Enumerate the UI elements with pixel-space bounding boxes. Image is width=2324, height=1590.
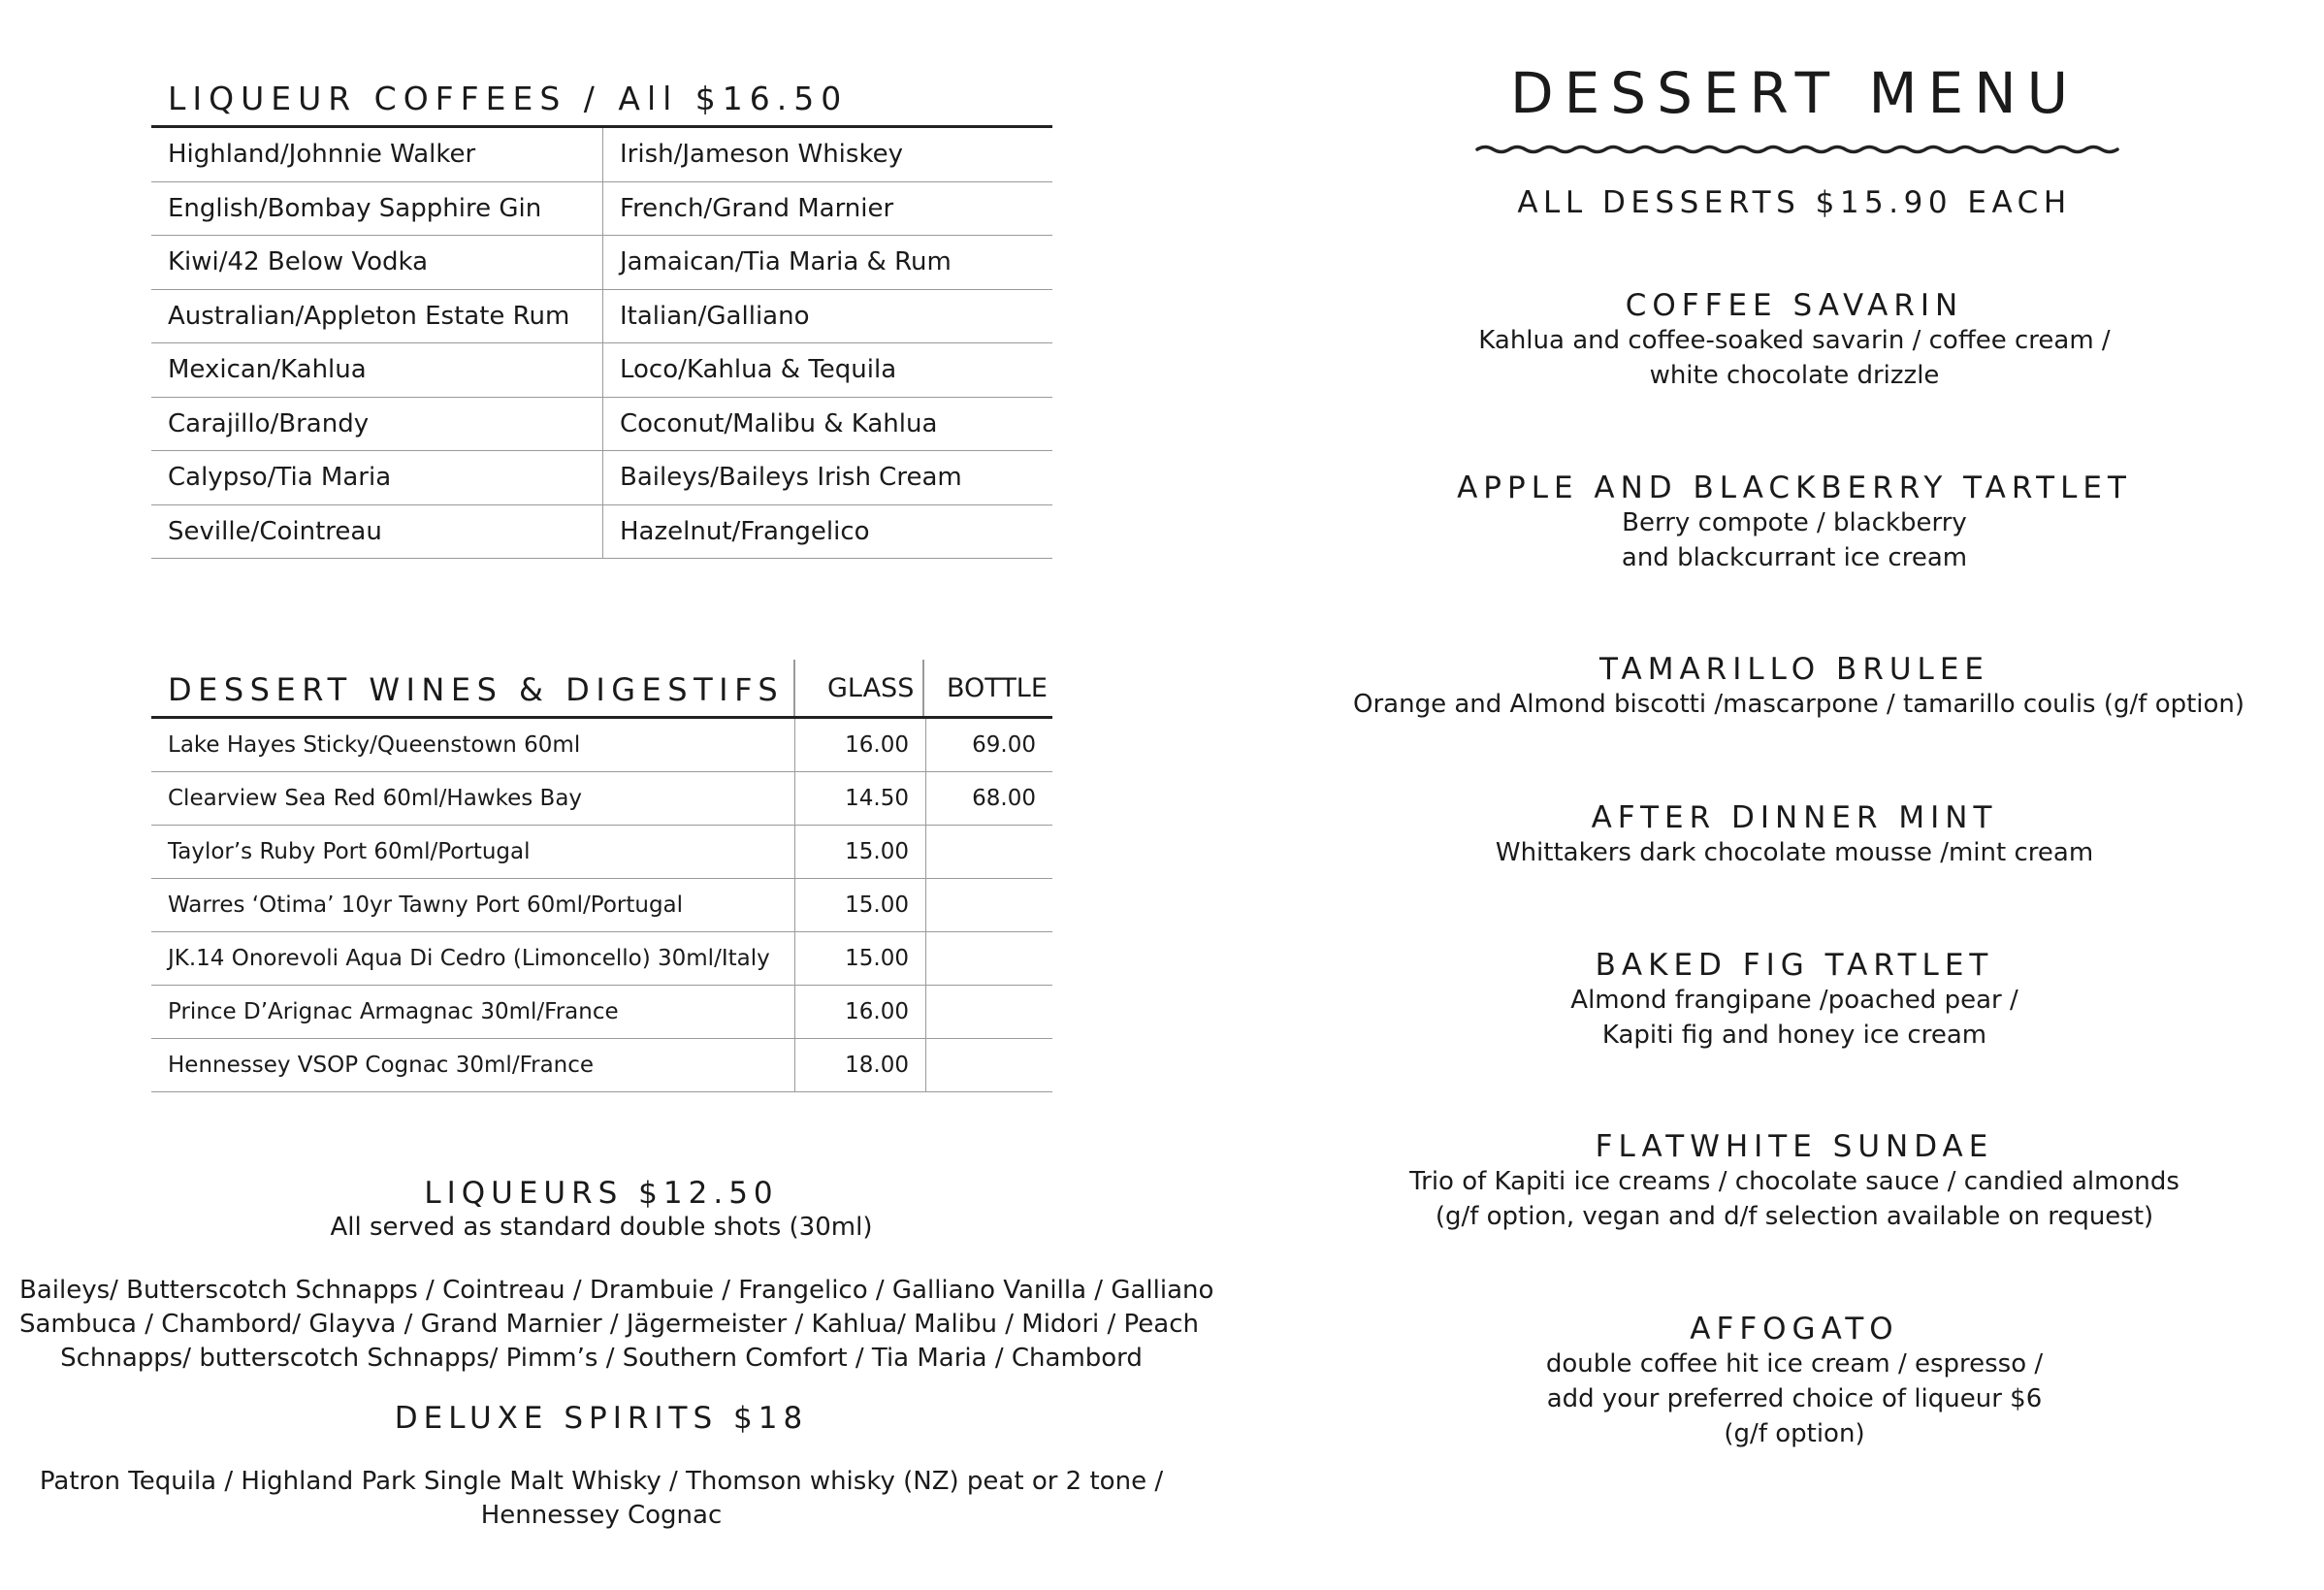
dessert-item	[1353, 800, 2236, 870]
column-divider	[793, 660, 795, 716]
glass-price: 16.00	[795, 719, 926, 772]
deluxe-spirits-line: Patron Tequila / Highland Park Single Malt Whisky / Thomson whisky (NZ) peat or 2 tone /	[39, 1467, 1164, 1496]
wine-name: Taylor’s Ruby Port 60ml/Portugal	[151, 826, 795, 879]
table-cell: Calypso/Tia Maria	[151, 451, 603, 505]
dessert-description: add your preferred choice of liqueur $6	[1546, 1384, 2043, 1413]
table-cell: Highland/Johnnie Walker	[151, 127, 603, 182]
wine-name: Warres ‘Otima’ 10yr Tawny Port 60ml/Portugal	[151, 879, 795, 932]
table-row	[151, 772, 1052, 826]
bottle-price: 68.00	[926, 772, 1053, 826]
table-row	[151, 1039, 1052, 1092]
dessert-name: BAKED FIG TARTLET	[1595, 948, 1994, 983]
dessert-description: double coffee hit ice cream / espresso /	[1545, 1349, 2044, 1379]
table-row	[151, 986, 1052, 1039]
dessert-description: Orange and Almond biscotti /mascarpone / tamarillo coulis (g/f option)	[1353, 690, 2245, 719]
dessert-item	[1353, 288, 2236, 393]
deluxe-spirits-section	[19, 1401, 1183, 1533]
dessert-item	[1353, 471, 2236, 575]
dessert-name: COFFEE SAVARIN	[1625, 288, 1964, 323]
bottle-price	[926, 932, 1053, 986]
table-cell: Irish/Jameson Whiskey	[603, 127, 1053, 182]
table-cell: Baileys/Baileys Irish Cream	[603, 451, 1053, 505]
table-row	[151, 932, 1052, 986]
dessert-name: FLATWHITE SUNDAE	[1595, 1129, 1994, 1164]
table-cell: English/Bombay Sapphire Gin	[151, 181, 603, 236]
table-row	[151, 236, 1052, 290]
wine-name: JK.14 Onorevoli Aqua Di Cedro (Limoncello) 30ml/Italy	[151, 932, 795, 986]
bottle-price: 69.00	[926, 719, 1053, 772]
table-cell: Kiwi/42 Below Vodka	[151, 236, 603, 290]
table-cell: Jamaican/Tia Maria & Rum	[603, 236, 1053, 290]
bottle-price	[926, 826, 1053, 879]
dessert-name: APPLE AND BLACKBERRY TARTLET	[1457, 471, 2132, 505]
liqueurs-subtitle: All served as standard double shots (30ml)	[330, 1213, 873, 1242]
table-cell: Hazelnut/Frangelico	[603, 504, 1053, 559]
bottle-price	[926, 1039, 1053, 1092]
dessert-item	[1353, 1129, 2236, 1234]
wine-name: Prince D’Arignac Armagnac 30ml/France	[151, 986, 795, 1039]
dessert-description: (g/f option, vegan and d/f selection available on request)	[1435, 1202, 2154, 1231]
liqueurs-list-line: Baileys/ Butterscotch Schnapps / Cointreau / Drambuie / Frangelico / Galliano Vanilla / Galliano	[19, 1276, 1214, 1305]
glass-column-header: GLASS	[827, 673, 915, 703]
glass-price: 18.00	[795, 1039, 926, 1092]
wine-name: Lake Hayes Sticky/Queenstown 60ml	[151, 719, 795, 772]
dessert-item	[1353, 948, 2236, 1053]
dessert-wines-table	[151, 719, 1052, 1092]
liqueur-coffees-table	[151, 125, 1052, 559]
glass-price: 16.00	[795, 986, 926, 1039]
wine-name: Clearview Sea Red 60ml/Hawkes Bay	[151, 772, 795, 826]
dessert-item	[1353, 652, 2245, 722]
wine-name: Hennessey VSOP Cognac 30ml/France	[151, 1039, 795, 1092]
column-divider	[922, 660, 924, 716]
dessert-name: AFFOGATO	[1690, 1312, 1899, 1347]
dessert-menu-title: DESSERT MENU	[1509, 60, 2080, 126]
table-row	[151, 504, 1052, 559]
dessert-description: (g/f option)	[1724, 1419, 1865, 1448]
dessert-description: Whittakers dark chocolate mousse /mint cream	[1495, 838, 2094, 867]
dessert-description: Kahlua and coffee-soaked savarin / coffee cream /	[1478, 326, 2111, 355]
wavy-divider	[1474, 138, 2120, 161]
bottle-column-header: BOTTLE	[947, 673, 1048, 703]
liqueurs-title: LIQUEURS $12.50	[424, 1176, 779, 1211]
table-cell: Seville/Cointreau	[151, 504, 603, 559]
glass-price: 14.50	[795, 772, 926, 826]
deluxe-spirits-line: Hennessey Cognac	[480, 1501, 723, 1530]
table-row	[151, 719, 1052, 772]
dessert-wines-title: DESSERT WINES & DIGESTIFS	[168, 671, 785, 708]
dessert-description: Kapiti fig and honey ice cream	[1601, 1021, 1987, 1050]
table-cell: French/Grand Marnier	[603, 181, 1053, 236]
dessert-name: TAMARILLO BRULEE	[1598, 652, 1989, 687]
dessert-description: white chocolate drizzle	[1649, 361, 1940, 390]
table-cell: Loco/Kahlua & Tequila	[603, 343, 1053, 398]
table-cell: Mexican/Kahlua	[151, 343, 603, 398]
table-row	[151, 289, 1052, 343]
liqueurs-list-line: Sambuca / Chambord/ Glayva / Grand Marnier / Jägermeister / Kahlua/ Malibu / Midori / Peach	[19, 1310, 1199, 1339]
table-cell: Italian/Galliano	[603, 289, 1053, 343]
bottle-price	[926, 879, 1053, 932]
dessert-menu-subtitle: ALL DESSERTS $15.90 EACH	[1517, 185, 2072, 220]
table-row	[151, 451, 1052, 505]
dessert-description: and blackcurrant ice cream	[1621, 543, 1968, 572]
table-row	[151, 879, 1052, 932]
liqueur-coffees-title: LIQUEUR COFFEES / All $16.50	[168, 80, 849, 117]
deluxe-spirits-title: DELUXE SPIRITS $18	[394, 1401, 809, 1436]
dessert-item	[1353, 1312, 2236, 1451]
table-row	[151, 181, 1052, 236]
dessert-description: Trio of Kapiti ice creams / chocolate sauce / candied almonds	[1409, 1167, 2179, 1196]
table-cell: Coconut/Malibu & Kahlua	[603, 397, 1053, 451]
glass-price: 15.00	[795, 826, 926, 879]
table-cell: Carajillo/Brandy	[151, 397, 603, 451]
table-row	[151, 127, 1052, 182]
table-row	[151, 397, 1052, 451]
dessert-description: Almond frangipane /poached pear /	[1570, 986, 2018, 1015]
bottle-price	[926, 986, 1053, 1039]
glass-price: 15.00	[795, 879, 926, 932]
table-row	[151, 343, 1052, 398]
liqueurs-section	[19, 1176, 1214, 1376]
liqueurs-list-line: Schnapps/ butterscotch Schnapps/ Pimm’s / Southern Comfort / Tia Maria / Chambord	[60, 1344, 1143, 1373]
dessert-description: Berry compote / blackberry	[1622, 508, 1967, 537]
dessert-name: AFTER DINNER MINT	[1591, 800, 1998, 835]
table-row	[151, 826, 1052, 879]
table-cell: Australian/Appleton Estate Rum	[151, 289, 603, 343]
glass-price: 15.00	[795, 932, 926, 986]
dessert-wines-header	[151, 660, 1052, 719]
